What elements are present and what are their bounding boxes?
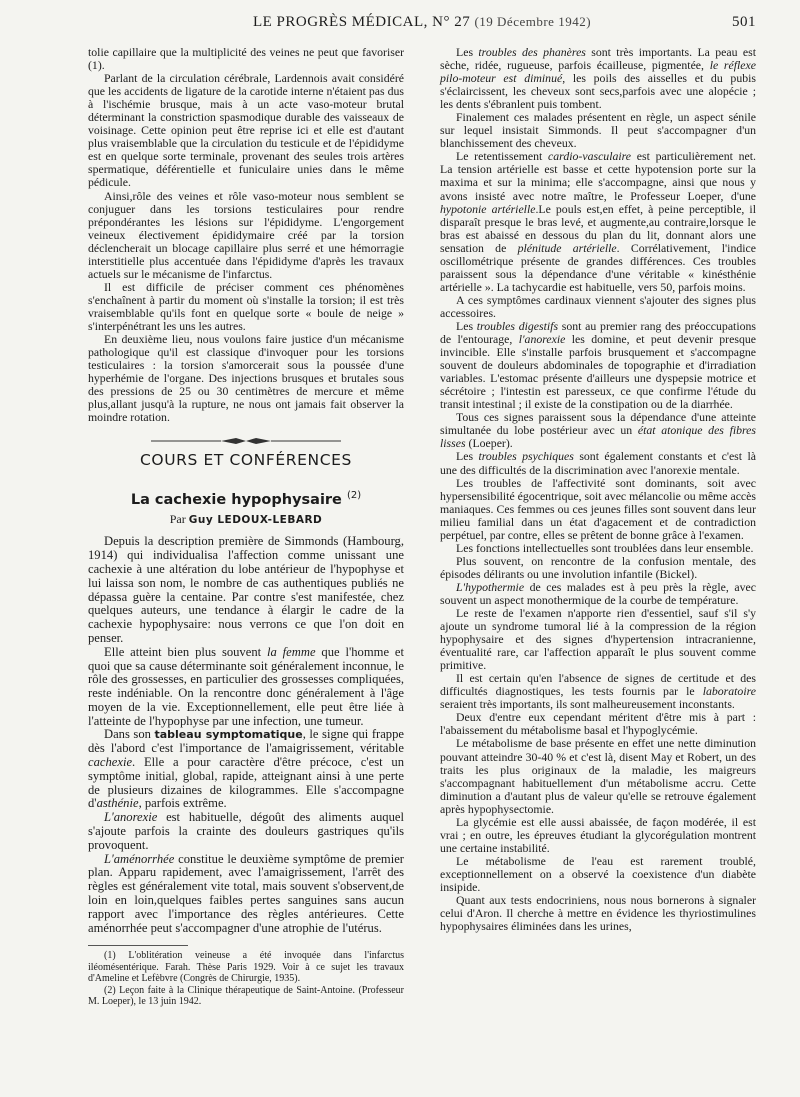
text-run: , parfois extrême. <box>138 796 227 811</box>
paragraph: Les troubles de l'affectivité sont dominants, soit avec hypersensibilité égocentrique, soit avec mélancolie ou même accès maniaques. Ces femmes ou ces jeunes filles sont souvent dans leur milieu familial dans un état d'agacement et de contradiction perpétuel, par contre, elles se prêtent de bonne grâce à l'examen. <box>440 475 756 542</box>
bold-term: tableau symptomatique <box>154 728 303 742</box>
left-column <box>88 46 404 1007</box>
text-run: Les <box>456 318 477 333</box>
emphasis: troubles digestifs <box>476 318 559 333</box>
paragraph: La glycémie est elle aussi abaissée, de façon modérée, il est vrai ; en outre, les épreuves étudiant la glycorégulation montrent une certaine instabilité. <box>440 814 756 855</box>
paragraph: Plus souvent, on rencontre de la confusion mentale, des épisodes délirants ou une involution infantile (Bickel). <box>440 553 756 581</box>
text-run: est habituelle, dégoût des aliments auquel s'ajoute parfois la crainte des douleurs gastriques qu'ils provoquent. <box>88 810 404 852</box>
page-number: 501 <box>732 14 756 30</box>
text-run: . Elle a pour caractère d'être précoce, c'est un symptôme initial, global, rapide, atteignant ainsi à une perte de plusieurs dizaines de kilogrammes. Elle s'accompagne d' <box>88 755 404 811</box>
emphasis: hypotonie artérielle <box>440 201 536 216</box>
paragraph <box>88 811 404 852</box>
emphasis: asthénie <box>96 796 139 811</box>
paragraph: En deuxième lieu, nous voulons faire justice d'un mécanisme pathologique qu'il est classique d'invoquer pour les torsions testiculaires : la torsion s'amorcerait sous la poussée d'une hyperhémie de l'organe. Des injections brusques et brutales sous des pressions de 25 ou 30 centimètres de mercure et même plus,allant jusqu'à la rupture, ne nous ont jamais fait observer la moindre rotation. <box>88 332 404 425</box>
section-title: COURS ET CONFÉRENCES <box>139 451 353 470</box>
text-run: sont au premier rang des préoccupations de l'entourage, <box>440 318 756 347</box>
emphasis: L'hypothermie <box>456 579 525 594</box>
emphasis: le réflexe pilo-moteur est diminué <box>440 58 756 86</box>
paragraph <box>440 581 756 607</box>
paragraph: Ainsi,rôle des veines et rôle vaso-moteur nous semblent se conjuguer dans les torsions testiculaires pour rendre prépondérantes les lésions sur l'épididyme. L'engorgement veineux électivement épididymaire créé par la torsion déclencherait un blocage capillaire plus serré et une hémorragie interstitielle plus accentuée dans l'épididyme d'après les travaux actuels sur le mécanisme de l'infarctus. <box>88 188 404 281</box>
paragraph: Finalement ces malades présentent en règle, un aspect sénile sur lequel insistait Simmonds. Il peut s'accompagner d'un blanchissement des cheveux. <box>440 110 756 151</box>
paragraph <box>88 728 404 811</box>
paragraph: Quant aux tests endocriniens, nous nous bornerons à signaler celui d'Aron. Il cherche à mettre en évidence les thyriostimulines hypophysaires éliminées dans les urines, <box>440 893 756 934</box>
emphasis: troubles des phanères <box>478 45 586 59</box>
text-run: Il est certain qu'en l'absence de signes de certitude et des difficultés diagnostiques, les tests fournis par le <box>440 671 756 699</box>
text-run: .Le pouls est,en effet, à peine perceptible, il disparaît presque le bras levé, et augmente,au contraire,lorsque le bras est abaissé en dessous du plan du lit, donnant alors une sensation de <box>440 201 756 255</box>
text-run: Les <box>456 45 479 59</box>
text-run: les domine, et peut devenir presque invincible. Elle s'installe parfois brusquement et s'accompagne souvent de douleurs abdominales de topographie et d'irradiation variables. L'estomac présente d'ailleurs une dyspepsie motrice et sécrétoire ; l'intestin est paresseux, ce que confirme l'étude du transit intestinal ; il existe de la constipation ou de la diarrhée. <box>440 332 756 412</box>
paragraph <box>88 853 404 936</box>
text-run: constitue le deuxième symptôme de premier plan. Apparu rapidement, avec l'amaigrissement, l'arrêt des règles est généralement vite total, mais souvent s'observent,de loin en loin,quelques faibles pertes sanguines sans aucun rapport avec l'importance des règles antérieures. Cette aménorrhée peut s'accompagner d'une atrophie de l'utérus. <box>88 851 404 935</box>
paragraph: Parlant de la circulation cérébrale, Lardennois avait considéré que les accidents de ligature de la carotide interne n'étaient pas dus à l'ischémie brusque, mais à un acte vaso-moteur brutal déterminant la constriction spasmodique durable des vaisseaux de voisinage. Cette opinion peut être reprise ici et elle est d'autant plus vraisemblable que la circulation du testicule et de l'épididyme est en quelque sorte terminale, provenant des seules trois artères spermatique, déférentielle et funiculaire unies dans le même pédicule. <box>88 71 404 190</box>
footnote: (2) Leçon faite à la Clinique thérapeutique de Saint-Antoine. (Professeur M. Loeper), le 13 juin 1942. <box>88 984 404 1008</box>
paragraph <box>440 46 756 111</box>
author-name: Guy LEDOUX-LEBARD <box>188 514 323 527</box>
text-run: (Loeper). <box>465 436 513 451</box>
text-run: , les poils des aisselles et du pubis s'éclaircissent, les cheveux sont secs,parfois avec une alopécie ; les dents s'ébranlent puis tombent. <box>440 71 756 112</box>
text-run: Le retentissement <box>456 149 549 164</box>
paragraph: Le métabolisme de base présente en effet une nette diminution pouvant atteindre 30-40 % et c'est là, disent May et Robert, un des traits les plus originaux de la maladie, les maigreurs s'accompagnant habituellement d'un métabolisme accru. Cette diminution a d'autant plus de valeur qu'elle se retrouve également après hypophysectomie. <box>440 736 756 816</box>
emphasis: troubles psychiques <box>478 449 574 464</box>
text-run: Dans son <box>104 727 155 742</box>
article-footnote-marker: (2) <box>346 490 362 502</box>
text-run: sont également constants et c'est là une des difficultés de la discrimination avec l'anorexie mentale. <box>440 449 756 477</box>
footnote-divider <box>88 945 188 946</box>
paragraph: A ces symptômes cardinaux viennent s'ajouter des signes plus accessoires. <box>440 292 756 320</box>
text-run: seraient très importants, ils sont malheureusement inconstants. <box>440 697 735 712</box>
issue-date: (19 Décembre 1942) <box>474 14 592 29</box>
paragraph <box>440 320 756 411</box>
article-title <box>88 489 404 507</box>
paragraph: Deux d'entre eux cependant méritent d'être mis à part : l'abaissement du métabolisme basal et l'hypoglycémie. <box>440 710 756 738</box>
emphasis: L'anorexie <box>104 810 158 825</box>
section-ornament-icon <box>151 436 341 446</box>
emphasis: la femme <box>267 644 316 659</box>
byline-prefix: Par <box>169 512 186 527</box>
text-run: Tous ces signes paraissent sous la dépendance d'une atteinte simultanée du lobe postérieur avec un <box>440 410 756 438</box>
paragraph <box>440 150 756 294</box>
emphasis: cachexie <box>88 755 133 770</box>
paragraph <box>440 672 756 711</box>
paragraph: Les fonctions intellectuelles sont troublées dans leur ensemble. <box>456 540 754 555</box>
emphasis: cardio-vasculaire <box>548 149 632 164</box>
text-run: de ces malades est à peu près la règle, avec souvent un aspect monothermique de la courbe de température. <box>440 579 756 607</box>
text-run: que l'homme et quoi que sa cause déterminante soit généralement inconnue, le rôle des grossesses, en particulier des grossesses compliquées, reste indéniable. On la rencontre donc généralement à l'âge moyen de la vie. Exceptionnellement, elle peut être liée à l'atteinte de l'hypophyse par une infection, une tumeur. <box>88 644 404 728</box>
emphasis: laboratoire <box>702 684 756 699</box>
text-run: . Corrélativement, l'indice oscillométrique présente de grandes différences. Ces troubles paraissent sous la dépendance d'une véritable « kinésthénie artérielle ». La tachycardie est habituelle, vers 50, parfois moins. <box>440 240 756 294</box>
right-column <box>440 46 756 1007</box>
two-column-body <box>88 46 756 1007</box>
emphasis: plénitude artérielle <box>517 240 617 255</box>
text-run: sont très importants. La peau est sèche, ridée, rugueuse, parfois écailleuse, pigmentée, <box>440 45 757 73</box>
emphasis: état atonique des fibres lisses <box>440 423 757 451</box>
byline <box>88 513 404 527</box>
text-run: Les <box>456 449 479 464</box>
paragraph: Le métabolisme de l'eau est rarement troublé, exceptionnellement on a observé la coexistence d'un diabète insipide. <box>440 853 756 894</box>
text-run: Elle atteint bien plus souvent <box>104 644 267 659</box>
text-run: est particulièrement net. La tension artérielle est basse et cette hypotension porte sur la maxima et sur la minima; elle s'accompagne, ainsi que nous y avons insisté avec notre maître, le Professeur Loeper, d'une <box>440 149 756 203</box>
footnote: (1) L'oblitération veineuse a été invoquée dans l'infarctus iléomésentérique. Farah. Thèse Paris 1929. Voir à ce sujet les travaux d'Ameline et Lefèbvre (Congrès de Chirurgie, 1935). <box>88 950 404 985</box>
paragraph: Le reste de l'examen n'apporte rien d'essentiel, sauf s'il s'y ajoute un syndrome tumoral lié à la compression de la région hypophysaire et des signes d'hypertension intracranienne, éventualité rare, car l'affection apparaît le plus souvent comme primitive. <box>440 606 756 673</box>
paragraph <box>440 411 756 450</box>
paragraph <box>440 450 756 476</box>
emphasis: L'aménorrhée <box>104 851 175 866</box>
journal-title: LE PROGRÈS MÉDICAL, N° 27 <box>252 14 471 30</box>
emphasis: l'anorexie <box>518 332 566 347</box>
paragraph <box>88 646 404 729</box>
paragraph: Depuis la description première de Simmonds (Hambourg, 1914) qui individualisa l'affection comme unissant une cachexie à une altération du lobe antérieur de l'hypophyse et lui laissa son nom, le nombre de cas authentiques publiés ne dépassa guère la centaine. Par contre s'est manifestée, chez quelques auteurs, une tendance à élargir le cadre de la cachexie hypophysaire: nous verrons ce que l'on doit en penser. <box>88 534 404 645</box>
text-run: , le signe qui frappe dès l'abord c'est l'importance de l'amaigrissement, véritable <box>88 727 404 756</box>
paragraph: tolie capillaire que la multiplicité des veines ne peut que favoriser (1). <box>88 45 404 73</box>
article-title-text: La cachexie hypophysaire <box>130 492 342 509</box>
paragraph: Il est difficile de préciser comment ces phénomènes s'enchaînent à partir du moment où s'installe la torsion; il est très vraisemblable qu'ils font en quelque sorte « boule de neige » s'interpénétrant les uns les autres. <box>88 279 404 333</box>
running-header <box>88 14 756 40</box>
